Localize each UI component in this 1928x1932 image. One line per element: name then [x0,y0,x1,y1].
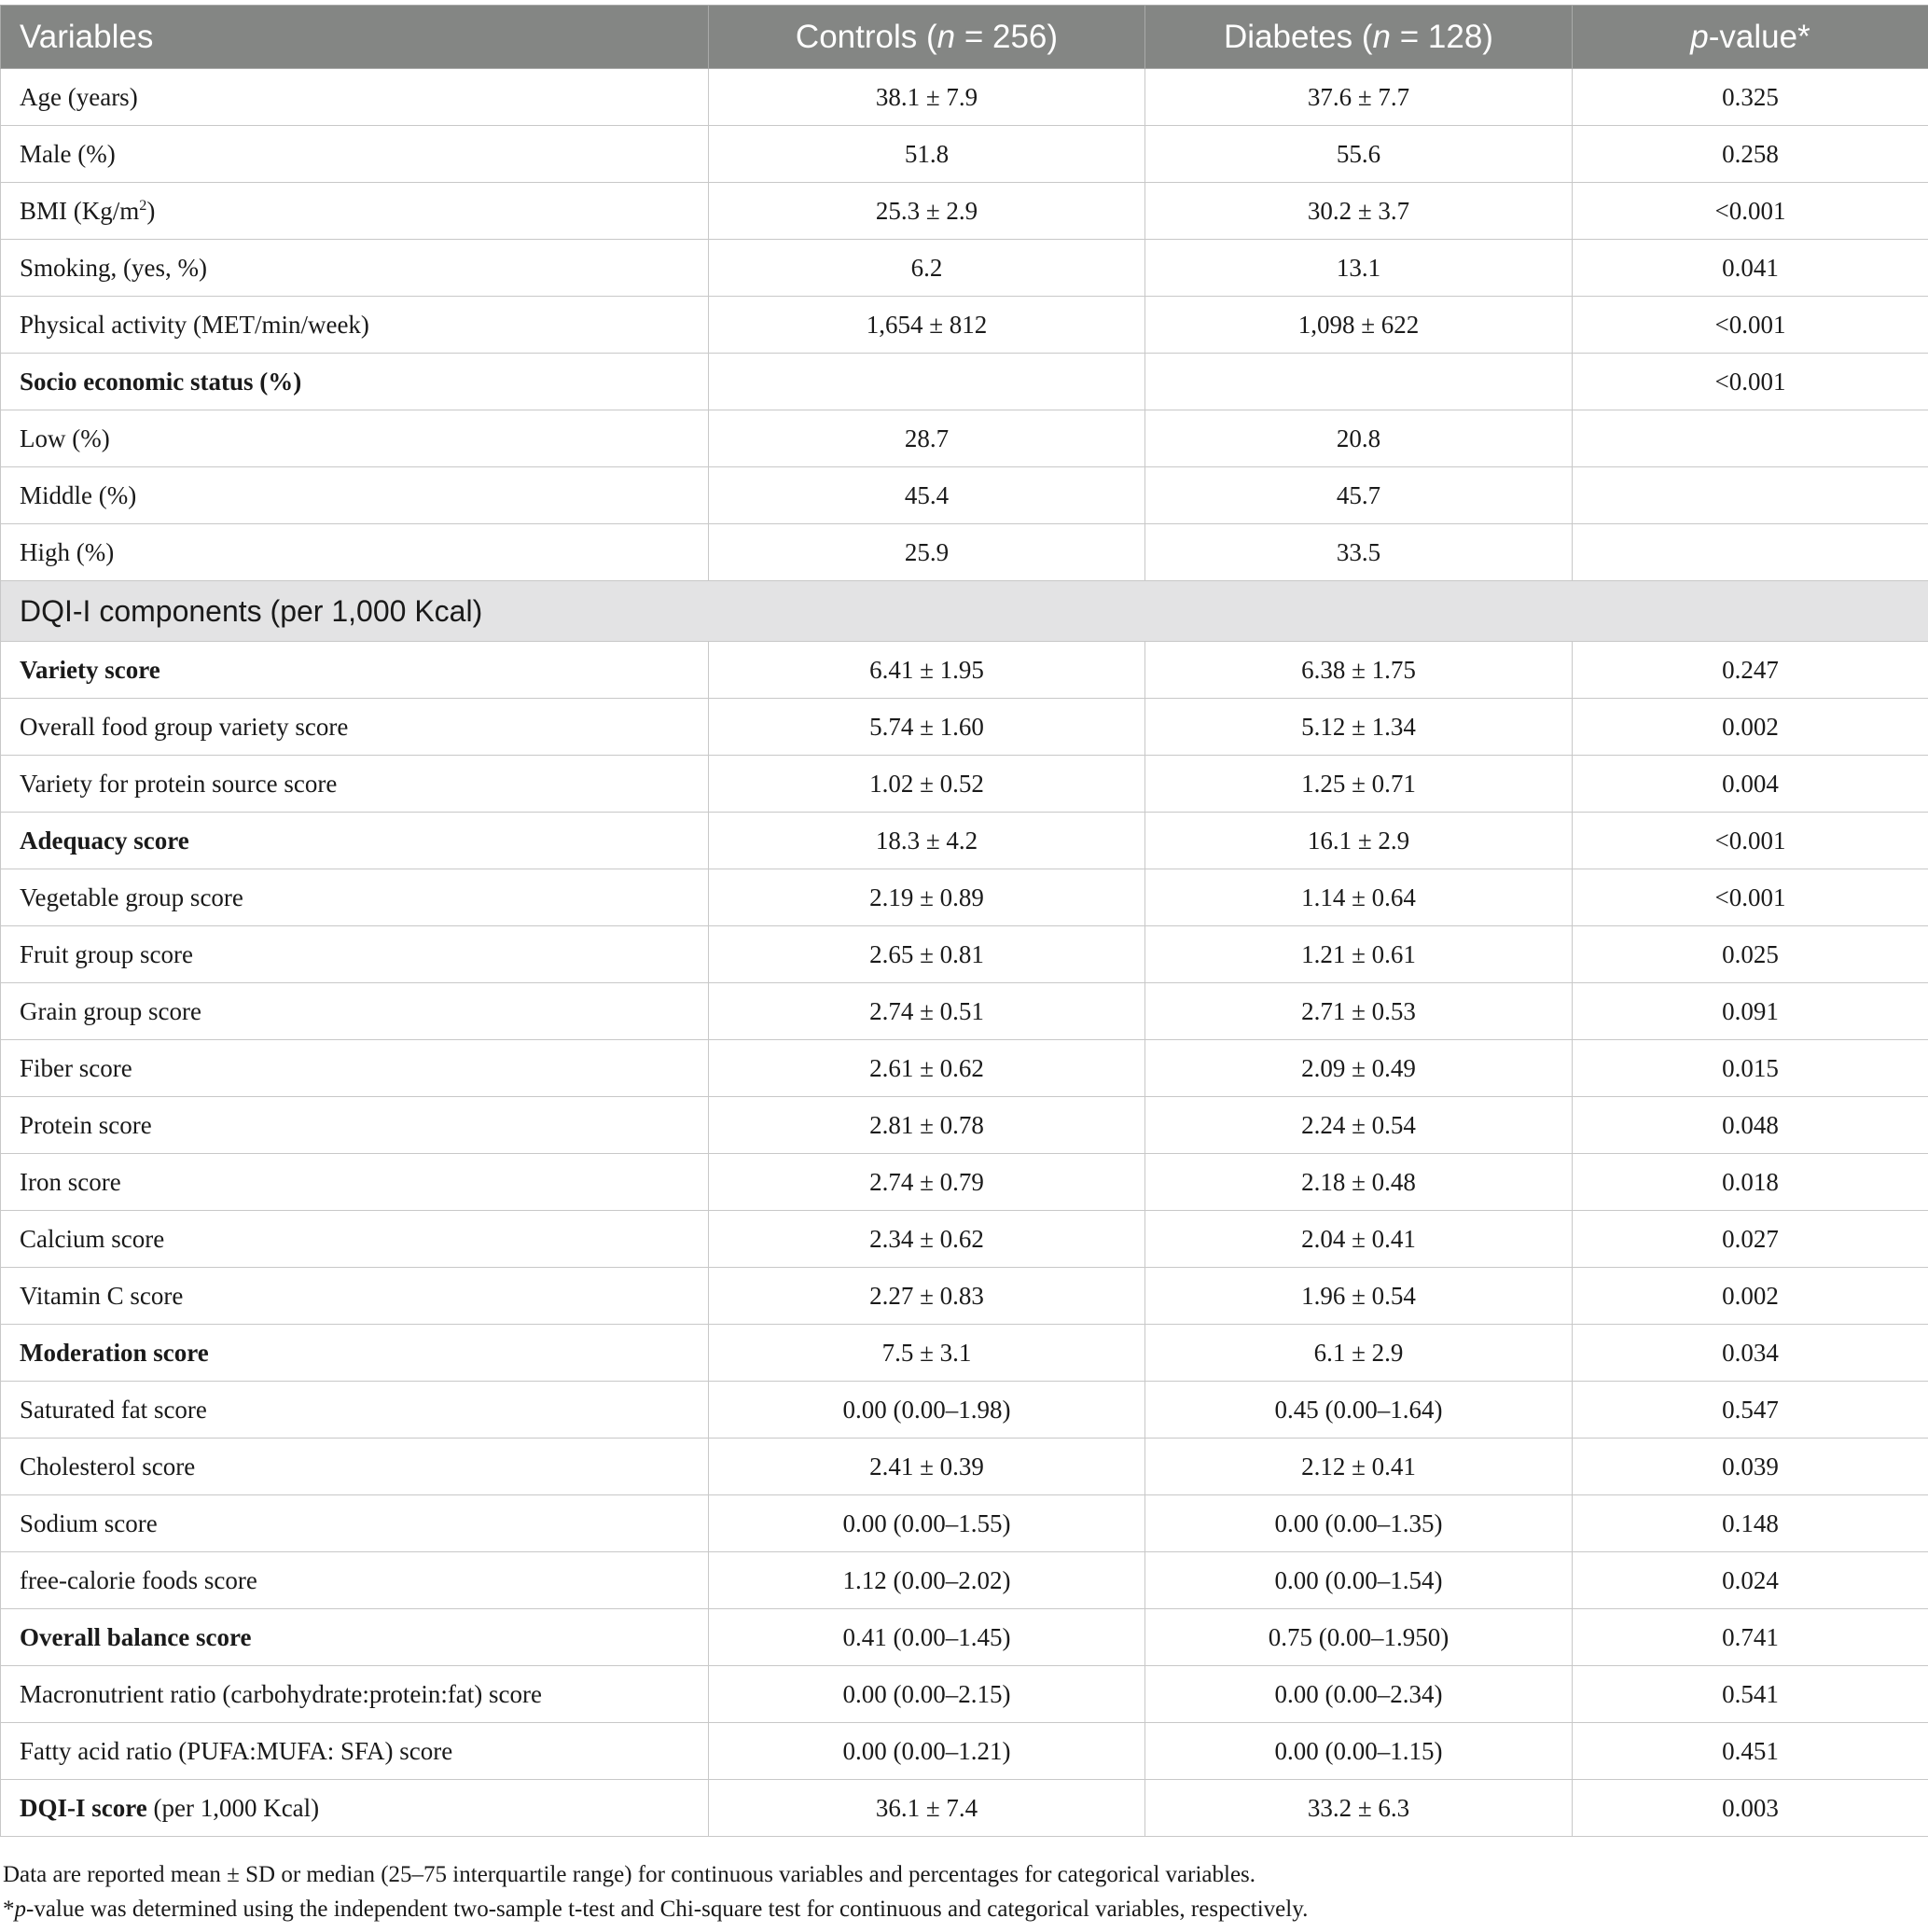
row-label: Iron score [1,1154,709,1211]
table-row [1,410,1928,467]
row-label: Moderation score [1,1325,709,1382]
table-row [1,1040,1928,1097]
row-label: Overall balance score [1,1609,709,1666]
diabetes-value: 1.21 ± 0.61 [1145,926,1573,983]
section-title: DQI-I components (per 1,000 Kcal) [1,581,1928,642]
table-row [1,1609,1928,1666]
p-value: <0.001 [1573,354,1928,410]
table-row [1,1495,1928,1552]
p-value [1573,524,1928,581]
diabetes-value: 33.2 ± 6.3 [1145,1780,1573,1837]
row-label: Overall food group variety score [1,699,709,756]
table-row [1,1325,1928,1382]
table-row [1,1268,1928,1325]
table-row [1,1666,1928,1723]
controls-value: 7.5 ± 3.1 [709,1325,1145,1382]
row-label: Grain group score [1,983,709,1040]
section-header-row [1,581,1928,642]
row-label: Saturated fat score [1,1382,709,1439]
diabetes-value: 2.04 ± 0.41 [1145,1211,1573,1268]
table-row [1,1382,1928,1439]
row-label: Variety score [1,642,709,699]
p-value: 0.025 [1573,926,1928,983]
footnote-1: Data are reported mean ± SD or median (25–75 interquartile range) for continuous variables and percentages for categorical variables. [3,1862,1256,1887]
p-value [1573,467,1928,524]
table-row [1,813,1928,869]
p-value: 0.541 [1573,1666,1928,1723]
header-pvalue: p-value* [1573,6,1928,69]
controls-value: 2.61 ± 0.62 [709,1040,1145,1097]
header-variables: Variables [1,6,709,69]
p-value: <0.001 [1573,869,1928,926]
diabetes-value: 5.12 ± 1.34 [1145,699,1573,756]
controls-value: 2.19 ± 0.89 [709,869,1145,926]
table-row [1,126,1928,183]
row-label: Protein score [1,1097,709,1154]
table-header-row [1,6,1928,69]
table-row [1,699,1928,756]
p-value: <0.001 [1573,813,1928,869]
table-row [1,297,1928,354]
p-value [1573,410,1928,467]
p-value: 0.039 [1573,1439,1928,1495]
controls-value: 2.81 ± 0.78 [709,1097,1145,1154]
row-label: Calcium score [1,1211,709,1268]
p-value: 0.451 [1573,1723,1928,1780]
controls-value: 18.3 ± 4.2 [709,813,1145,869]
controls-value: 5.74 ± 1.60 [709,699,1145,756]
p-value: 0.091 [1573,983,1928,1040]
table-row [1,1780,1928,1837]
table-row [1,869,1928,926]
diabetes-value: 1.96 ± 0.54 [1145,1268,1573,1325]
diabetes-value [1145,354,1573,410]
table-row [1,1723,1928,1780]
controls-value: 0.41 (0.00–1.45) [709,1609,1145,1666]
footnote-2: *p-value was determined using the independent two-sample t-test and Chi-square test for continuous and categorical variables, respectively. [3,1897,1309,1922]
diabetes-value: 1.14 ± 0.64 [1145,869,1573,926]
header-controls: Controls (n = 256) [709,6,1145,69]
controls-value: 38.1 ± 7.9 [709,69,1145,126]
header-diabetes: Diabetes (n = 128) [1145,6,1573,69]
table-row [1,983,1928,1040]
p-value: 0.018 [1573,1154,1928,1211]
controls-value: 51.8 [709,126,1145,183]
characteristics-table [0,5,1928,1837]
row-label: Smoking, (yes, %) [1,240,709,297]
diabetes-value: 2.71 ± 0.53 [1145,983,1573,1040]
row-label: Fruit group score [1,926,709,983]
diabetes-value: 33.5 [1145,524,1573,581]
controls-value: 0.00 (0.00–1.21) [709,1723,1145,1780]
diabetes-value: 2.09 ± 0.49 [1145,1040,1573,1097]
p-value: 0.027 [1573,1211,1928,1268]
table-row [1,642,1928,699]
p-value: 0.547 [1573,1382,1928,1439]
diabetes-value: 2.12 ± 0.41 [1145,1439,1573,1495]
row-label: DQI-I score (per 1,000 Kcal) [1,1780,709,1837]
diabetes-value: 0.00 (0.00–1.35) [1145,1495,1573,1552]
diabetes-value: 0.00 (0.00–1.15) [1145,1723,1573,1780]
row-label: Vegetable group score [1,869,709,926]
table-row [1,1097,1928,1154]
diabetes-value: 30.2 ± 3.7 [1145,183,1573,240]
p-value: 0.741 [1573,1609,1928,1666]
diabetes-value: 1.25 ± 0.71 [1145,756,1573,813]
controls-value: 6.41 ± 1.95 [709,642,1145,699]
row-label: Age (years) [1,69,709,126]
diabetes-value: 13.1 [1145,240,1573,297]
controls-value: 2.74 ± 0.51 [709,983,1145,1040]
table-row [1,1552,1928,1609]
table-row [1,1154,1928,1211]
table-row [1,354,1928,410]
table-row [1,524,1928,581]
table-row [1,467,1928,524]
row-label: Vitamin C score [1,1268,709,1325]
dqi-rows [1,642,1928,1837]
table-row [1,69,1928,126]
controls-value: 28.7 [709,410,1145,467]
table-row [1,183,1928,240]
row-label: BMI $(Kg/m^2)$ [1,183,709,240]
controls-value: 2.74 ± 0.79 [709,1154,1145,1211]
diabetes-value: 2.24 ± 0.54 [1145,1097,1573,1154]
row-label: Cholesterol score [1,1439,709,1495]
p-value: 0.148 [1573,1495,1928,1552]
diabetes-value: 45.7 [1145,467,1573,524]
p-value: 0.258 [1573,126,1928,183]
p-value: 0.004 [1573,756,1928,813]
row-label: Sodium score [1,1495,709,1552]
controls-value: 1,654 ± 812 [709,297,1145,354]
row-label: Low (%) [1,410,709,467]
controls-value: 0.00 (0.00–1.55) [709,1495,1145,1552]
p-value: 0.003 [1573,1780,1928,1837]
controls-value: 1.12 (0.00–2.02) [709,1552,1145,1609]
controls-value: 2.27 ± 0.83 [709,1268,1145,1325]
diabetes-value: 20.8 [1145,410,1573,467]
p-value: 0.024 [1573,1552,1928,1609]
table-row [1,756,1928,813]
table-row [1,1439,1928,1495]
table-row [1,926,1928,983]
diabetes-value: 6.38 ± 1.75 [1145,642,1573,699]
controls-value: 6.2 [709,240,1145,297]
diabetes-value: 16.1 ± 2.9 [1145,813,1573,869]
diabetes-value: 0.00 (0.00–2.34) [1145,1666,1573,1723]
diabetes-value: 1,098 ± 622 [1145,297,1573,354]
row-label: free-calorie foods score [1,1552,709,1609]
row-label: Fiber score [1,1040,709,1097]
row-label: Physical activity (MET/min/week) [1,297,709,354]
p-value: 0.041 [1573,240,1928,297]
p-value: 0.048 [1573,1097,1928,1154]
section-dqi [1,581,1928,642]
controls-value: 1.02 ± 0.52 [709,756,1145,813]
p-value: 0.002 [1573,1268,1928,1325]
row-label: Middle (%) [1,467,709,524]
controls-value: 25.9 [709,524,1145,581]
controls-value: 36.1 ± 7.4 [709,1780,1145,1837]
general-rows [1,69,1928,581]
controls-value: 45.4 [709,467,1145,524]
p-value: <0.001 [1573,297,1928,354]
p-value: 0.015 [1573,1040,1928,1097]
controls-value: 0.00 (0.00–1.98) [709,1382,1145,1439]
p-value: 0.002 [1573,699,1928,756]
p-value: 0.034 [1573,1325,1928,1382]
controls-value: 2.65 ± 0.81 [709,926,1145,983]
diabetes-value: 2.18 ± 0.48 [1145,1154,1573,1211]
diabetes-value: 0.45 (0.00–1.64) [1145,1382,1573,1439]
p-value: <0.001 [1573,183,1928,240]
controls-value: 2.34 ± 0.62 [709,1211,1145,1268]
controls-value: 25.3 ± 2.9 [709,183,1145,240]
diabetes-value: 0.00 (0.00–1.54) [1145,1552,1573,1609]
row-label: Socio economic status (%) [1,354,709,410]
controls-value [709,354,1145,410]
row-label: Adequacy score [1,813,709,869]
diabetes-value: 37.6 ± 7.7 [1145,69,1573,126]
row-label: High (%) [1,524,709,581]
p-value: 0.325 [1573,69,1928,126]
diabetes-value: 55.6 [1145,126,1573,183]
p-value: 0.247 [1573,642,1928,699]
row-label: Variety for protein source score [1,756,709,813]
diabetes-value: 0.75 (0.00–1.950) [1145,1609,1573,1666]
table-row [1,1211,1928,1268]
row-label: Macronutrient ratio (carbohydrate:protein:fat) score [1,1666,709,1723]
row-label: Male (%) [1,126,709,183]
diabetes-value: 6.1 ± 2.9 [1145,1325,1573,1382]
row-label: Fatty acid ratio (PUFA:MUFA: SFA) score [1,1723,709,1780]
controls-value: 0.00 (0.00–2.15) [709,1666,1145,1723]
controls-value: 2.41 ± 0.39 [709,1439,1145,1495]
table-row [1,240,1928,297]
